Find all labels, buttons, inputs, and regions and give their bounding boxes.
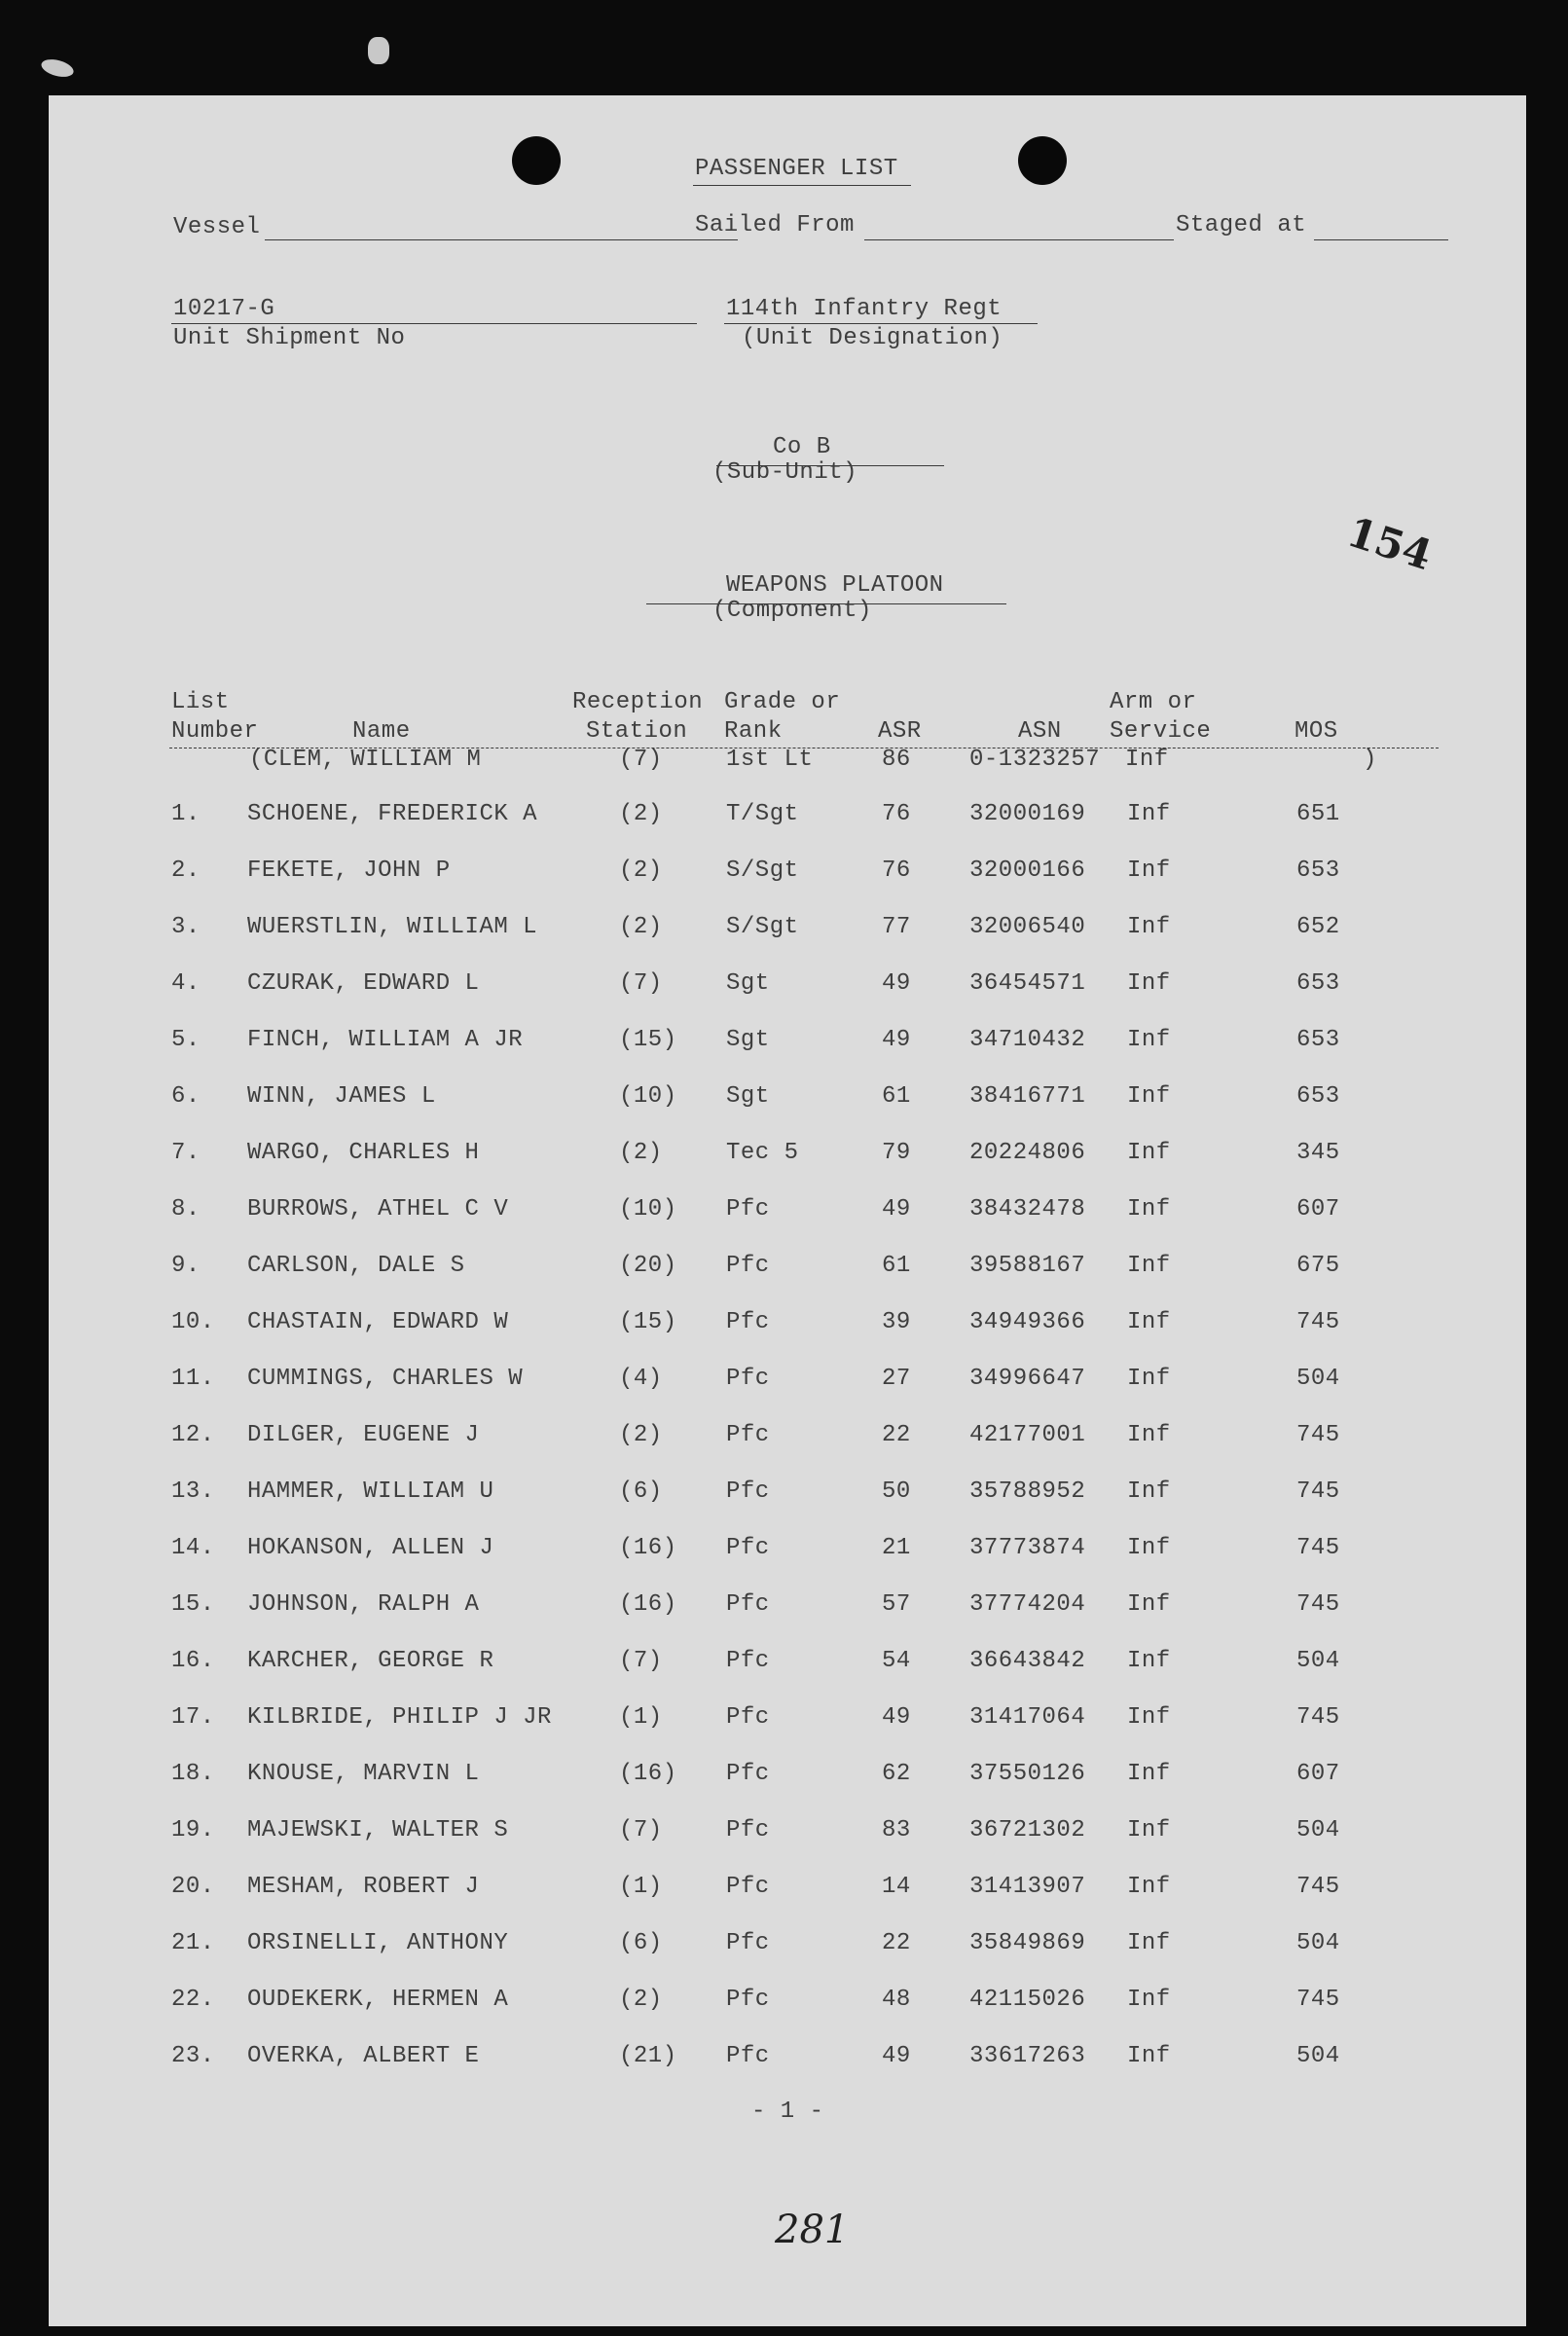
asn: 31413907: [969, 1874, 1086, 1900]
soldier-name: MESHAM, ROBERT J: [247, 1874, 480, 1900]
reception-station: (20): [619, 1253, 677, 1279]
list-number: 9.: [171, 1253, 201, 1279]
header-number: Number: [171, 718, 259, 745]
asr: 49: [882, 1704, 911, 1731]
soldier-name: KNOUSE, MARVIN L: [247, 1761, 480, 1787]
handwritten-page-number: 281: [775, 2208, 850, 2252]
grade: Pfc: [726, 1930, 770, 1956]
reception-station: (1): [619, 1874, 663, 1900]
unit-shipment-number: 10217-G: [173, 296, 275, 322]
unit-shipment-label: Unit Shipment No: [173, 325, 406, 351]
asr: 49: [882, 1027, 911, 1053]
service: Inf: [1127, 858, 1171, 884]
header-list: List: [171, 689, 230, 715]
soldier-name: KILBRIDE, PHILIP J JR: [247, 1704, 552, 1731]
asn: 34996647: [969, 1366, 1086, 1392]
asn: 42177001: [969, 1422, 1086, 1448]
staged-at-label: Staged at: [1176, 212, 1307, 238]
list-number: 14.: [171, 1535, 215, 1561]
asn: 36454571: [969, 970, 1086, 997]
sub-unit-value: Co B: [773, 434, 831, 460]
asr: 48: [882, 1987, 911, 2013]
grade: Sgt: [726, 1027, 770, 1053]
service: Inf: [1127, 970, 1171, 997]
header-asn: ASN: [1018, 718, 1062, 745]
mos: 504: [1296, 1366, 1340, 1392]
reception-station: (2): [619, 801, 663, 827]
table-row: [49, 1082, 1526, 1115]
asn: 36721302: [969, 1817, 1086, 1843]
service: Inf: [1127, 1535, 1171, 1561]
list-number: 7.: [171, 1140, 201, 1166]
header-station: Station: [586, 718, 688, 745]
list-number: 20.: [171, 1874, 215, 1900]
reception-station: (1): [619, 1704, 663, 1731]
asn: 35788952: [969, 1478, 1086, 1505]
grade: Pfc: [726, 1591, 770, 1618]
table-row: [49, 1365, 1526, 1398]
reception-station: (2): [619, 1987, 663, 2013]
service: Inf: [1127, 1930, 1171, 1956]
asn: 37773874: [969, 1535, 1086, 1561]
mos: 745: [1296, 1987, 1340, 2013]
mos: 607: [1296, 1761, 1340, 1787]
list-number: 10.: [171, 1309, 215, 1335]
asr: 49: [882, 970, 911, 997]
table-row: [49, 2042, 1526, 2075]
soldier-name: SCHOENE, FREDERICK A: [247, 801, 538, 827]
soldier-name: OUDEKERK, HERMEN A: [247, 1987, 509, 2013]
service: Inf: [1127, 1874, 1171, 1900]
service: Inf: [1127, 1253, 1171, 1279]
soldier-name: WUERSTLIN, WILLIAM L: [247, 914, 538, 940]
reception-station: (21): [619, 2043, 677, 2069]
service: Inf: [1127, 1817, 1171, 1843]
header-name: Name: [352, 718, 411, 745]
list-number: 23.: [171, 2043, 215, 2069]
reception-station: (6): [619, 1478, 663, 1505]
mos: 675: [1296, 1253, 1340, 1279]
service: Inf: [1127, 1761, 1171, 1787]
officer-asn: 0-1323257: [969, 747, 1101, 773]
mos: 745: [1296, 1422, 1340, 1448]
list-number: 11.: [171, 1366, 215, 1392]
grade: Pfc: [726, 1253, 770, 1279]
table-row: [49, 913, 1526, 946]
mos: 652: [1296, 914, 1340, 940]
header-rank: Rank: [724, 718, 783, 745]
asr: 49: [882, 2043, 911, 2069]
soldier-name: CHASTAIN, EDWARD W: [247, 1309, 509, 1335]
soldier-name: ORSINELLI, ANTHONY: [247, 1930, 509, 1956]
soldier-name: HOKANSON, ALLEN J: [247, 1535, 494, 1561]
header-arm: Arm or: [1110, 689, 1197, 715]
soldier-name: BURROWS, ATHEL C V: [247, 1196, 509, 1223]
scan-speck: [40, 56, 76, 80]
list-number: 4.: [171, 970, 201, 997]
reception-station: (7): [619, 1817, 663, 1843]
service: Inf: [1127, 1478, 1171, 1505]
list-number: 12.: [171, 1422, 215, 1448]
grade: Pfc: [726, 1761, 770, 1787]
table-row: [49, 1421, 1526, 1454]
list-number: 21.: [171, 1930, 215, 1956]
grade: Pfc: [726, 2043, 770, 2069]
mos: 504: [1296, 2043, 1340, 2069]
asn: 37774204: [969, 1591, 1086, 1618]
reception-station: (15): [619, 1027, 677, 1053]
service: Inf: [1127, 1083, 1171, 1110]
mos: 653: [1296, 1027, 1340, 1053]
component-label: (Component): [712, 598, 872, 624]
table-row: [49, 800, 1526, 833]
header-service: Service: [1110, 718, 1212, 745]
reception-station: (2): [619, 1140, 663, 1166]
table-row: [49, 1308, 1526, 1341]
passenger-list-page: [49, 95, 1526, 2326]
grade: Tec 5: [726, 1140, 799, 1166]
asr: 61: [882, 1083, 911, 1110]
list-number: 1.: [171, 801, 201, 827]
reception-station: (2): [619, 914, 663, 940]
officer-closing-bracket: ): [1363, 747, 1377, 773]
table-row: [49, 1760, 1526, 1793]
list-number: 19.: [171, 1817, 215, 1843]
asn: 38416771: [969, 1083, 1086, 1110]
asr: 57: [882, 1591, 911, 1618]
reception-station: (4): [619, 1366, 663, 1392]
reception-station: (16): [619, 1761, 677, 1787]
page-number: - 1 -: [751, 2099, 824, 2125]
list-number: 6.: [171, 1083, 201, 1110]
reception-station: (2): [619, 1422, 663, 1448]
sailed-from-field-line: [864, 239, 1174, 240]
reception-station: (7): [619, 970, 663, 997]
asn: 36643842: [969, 1648, 1086, 1674]
table-row: [49, 1873, 1526, 1906]
punch-hole: [1018, 136, 1067, 185]
table-row: [49, 1478, 1526, 1511]
sailed-from-label: Sailed From: [695, 212, 855, 238]
reception-station: (16): [619, 1591, 677, 1618]
grade: Sgt: [726, 1083, 770, 1110]
soldier-name: JOHNSON, RALPH A: [247, 1591, 480, 1618]
reception-station: (10): [619, 1083, 677, 1110]
grade: Pfc: [726, 1648, 770, 1674]
table-row: [49, 1986, 1526, 2019]
asn: 37550126: [969, 1761, 1086, 1787]
reception-station: (10): [619, 1196, 677, 1223]
soldier-name: CUMMINGS, CHARLES W: [247, 1366, 524, 1392]
list-number: 8.: [171, 1196, 201, 1223]
asr: 76: [882, 858, 911, 884]
service: Inf: [1127, 1140, 1171, 1166]
soldier-name: MAJEWSKI, WALTER S: [247, 1817, 509, 1843]
service: Inf: [1127, 1648, 1171, 1674]
asr: 62: [882, 1761, 911, 1787]
grade: S/Sgt: [726, 914, 799, 940]
service: Inf: [1127, 801, 1171, 827]
title-underline: [693, 185, 911, 186]
asr: 22: [882, 1930, 911, 1956]
reception-station: (6): [619, 1930, 663, 1956]
service: Inf: [1127, 1987, 1171, 2013]
table-row: [49, 1195, 1526, 1228]
list-number: 17.: [171, 1704, 215, 1731]
reception-station: (7): [619, 1648, 663, 1674]
asr: 49: [882, 1196, 911, 1223]
mos: 745: [1296, 1591, 1340, 1618]
asr: 83: [882, 1817, 911, 1843]
grade: Pfc: [726, 1309, 770, 1335]
asr: 61: [882, 1253, 911, 1279]
asn: 34949366: [969, 1309, 1086, 1335]
reception-station: (16): [619, 1535, 677, 1561]
soldier-name: OVERKA, ALBERT E: [247, 2043, 480, 2069]
grade: Pfc: [726, 1987, 770, 2013]
table-row: [49, 1026, 1526, 1059]
reception-station: (2): [619, 858, 663, 884]
soldier-name: FEKETE, JOHN P: [247, 858, 451, 884]
asn: 20224806: [969, 1140, 1086, 1166]
soldier-name: HAMMER, WILLIAM U: [247, 1478, 494, 1505]
asn: 38432478: [969, 1196, 1086, 1223]
mos: 745: [1296, 1535, 1340, 1561]
stamped-page-number: 154: [1341, 507, 1439, 580]
asn: 32000166: [969, 858, 1086, 884]
asr: 22: [882, 1422, 911, 1448]
soldier-name: KARCHER, GEORGE R: [247, 1648, 494, 1674]
officer-name: (CLEM, WILLIAM M: [249, 747, 482, 773]
mos: 745: [1296, 1478, 1340, 1505]
officer-grade: 1st Lt: [726, 747, 814, 773]
service: Inf: [1127, 1422, 1171, 1448]
soldier-name: CARLSON, DALE S: [247, 1253, 465, 1279]
soldier-name: DILGER, EUGENE J: [247, 1422, 480, 1448]
table-row: [49, 1139, 1526, 1172]
service: Inf: [1127, 1366, 1171, 1392]
table-row: [49, 1929, 1526, 1962]
asr: 77: [882, 914, 911, 940]
mos: 653: [1296, 970, 1340, 997]
service: Inf: [1127, 1027, 1171, 1053]
mos: 504: [1296, 1817, 1340, 1843]
table-row: [49, 1590, 1526, 1624]
asn: 39588167: [969, 1253, 1086, 1279]
list-number: 22.: [171, 1987, 215, 2013]
table-row: [49, 1816, 1526, 1849]
list-number: 18.: [171, 1761, 215, 1787]
service: Inf: [1127, 1309, 1171, 1335]
vessel-field-line: [265, 239, 738, 240]
table-row: [49, 1647, 1526, 1680]
header-asr: ASR: [878, 718, 922, 745]
shipment-number-line: [171, 323, 697, 324]
scan-speck: [368, 37, 389, 64]
grade: Pfc: [726, 1366, 770, 1392]
unit-designation-line: [724, 323, 1038, 324]
mos: 504: [1296, 1648, 1340, 1674]
asr: 21: [882, 1535, 911, 1561]
service: Inf: [1127, 914, 1171, 940]
grade: Pfc: [726, 1535, 770, 1561]
staged-at-field-line: [1314, 239, 1448, 240]
asr: 39: [882, 1309, 911, 1335]
list-number: 16.: [171, 1648, 215, 1674]
soldier-name: CZURAK, EDWARD L: [247, 970, 480, 997]
reception-station: (15): [619, 1309, 677, 1335]
officer-service: Inf: [1125, 747, 1169, 773]
grade: Pfc: [726, 1704, 770, 1731]
table-row: [49, 1703, 1526, 1736]
mos: 607: [1296, 1196, 1340, 1223]
document-title: PASSENGER LIST: [695, 156, 898, 182]
grade: S/Sgt: [726, 858, 799, 884]
asn: 33617263: [969, 2043, 1086, 2069]
mos: 345: [1296, 1140, 1340, 1166]
grade: Pfc: [726, 1874, 770, 1900]
mos: 745: [1296, 1309, 1340, 1335]
asr: 50: [882, 1478, 911, 1505]
list-number: 15.: [171, 1591, 215, 1618]
asr: 54: [882, 1648, 911, 1674]
grade: Pfc: [726, 1478, 770, 1505]
unit-designation-value: 114th Infantry Regt: [726, 296, 1003, 322]
asr: 14: [882, 1874, 911, 1900]
vessel-label: Vessel: [173, 214, 261, 240]
officer-row: [49, 746, 1526, 779]
list-number: 13.: [171, 1478, 215, 1505]
list-number: 3.: [171, 914, 201, 940]
sub-unit-label: (Sub-Unit): [712, 459, 858, 486]
mos: 745: [1296, 1874, 1340, 1900]
grade: Sgt: [726, 970, 770, 997]
table-row: [49, 857, 1526, 890]
header-grade: Grade or: [724, 689, 841, 715]
mos: 651: [1296, 801, 1340, 827]
soldier-name: WARGO, CHARLES H: [247, 1140, 480, 1166]
grade: Pfc: [726, 1196, 770, 1223]
asn: 31417064: [969, 1704, 1086, 1731]
service: Inf: [1127, 2043, 1171, 2069]
grade: Pfc: [726, 1817, 770, 1843]
header-mos: MOS: [1295, 718, 1338, 745]
mos: 504: [1296, 1930, 1340, 1956]
list-number: 5.: [171, 1027, 201, 1053]
list-number: 2.: [171, 858, 201, 884]
component-value: WEAPONS PLATOON: [726, 572, 944, 599]
service: Inf: [1127, 1196, 1171, 1223]
officer-station: (7): [619, 747, 663, 773]
grade: Pfc: [726, 1422, 770, 1448]
service: Inf: [1127, 1591, 1171, 1618]
mos: 745: [1296, 1704, 1340, 1731]
asr: 27: [882, 1366, 911, 1392]
soldier-name: FINCH, WILLIAM A JR: [247, 1027, 524, 1053]
grade: T/Sgt: [726, 801, 799, 827]
soldier-name: WINN, JAMES L: [247, 1083, 436, 1110]
asr: 76: [882, 801, 911, 827]
table-row: [49, 1534, 1526, 1567]
asn: 42115026: [969, 1987, 1086, 2013]
header-reception: Reception: [572, 689, 704, 715]
table-row: [49, 969, 1526, 1003]
punch-hole: [512, 136, 561, 185]
asn: 32000169: [969, 801, 1086, 827]
table-row: [49, 1252, 1526, 1285]
mos: 653: [1296, 1083, 1340, 1110]
asn: 35849869: [969, 1930, 1086, 1956]
mos: 653: [1296, 858, 1340, 884]
asr: 79: [882, 1140, 911, 1166]
unit-designation-label: (Unit Designation): [742, 325, 1003, 351]
service: Inf: [1127, 1704, 1171, 1731]
asn: 34710432: [969, 1027, 1086, 1053]
officer-asr: 86: [882, 747, 911, 773]
asn: 32006540: [969, 914, 1086, 940]
